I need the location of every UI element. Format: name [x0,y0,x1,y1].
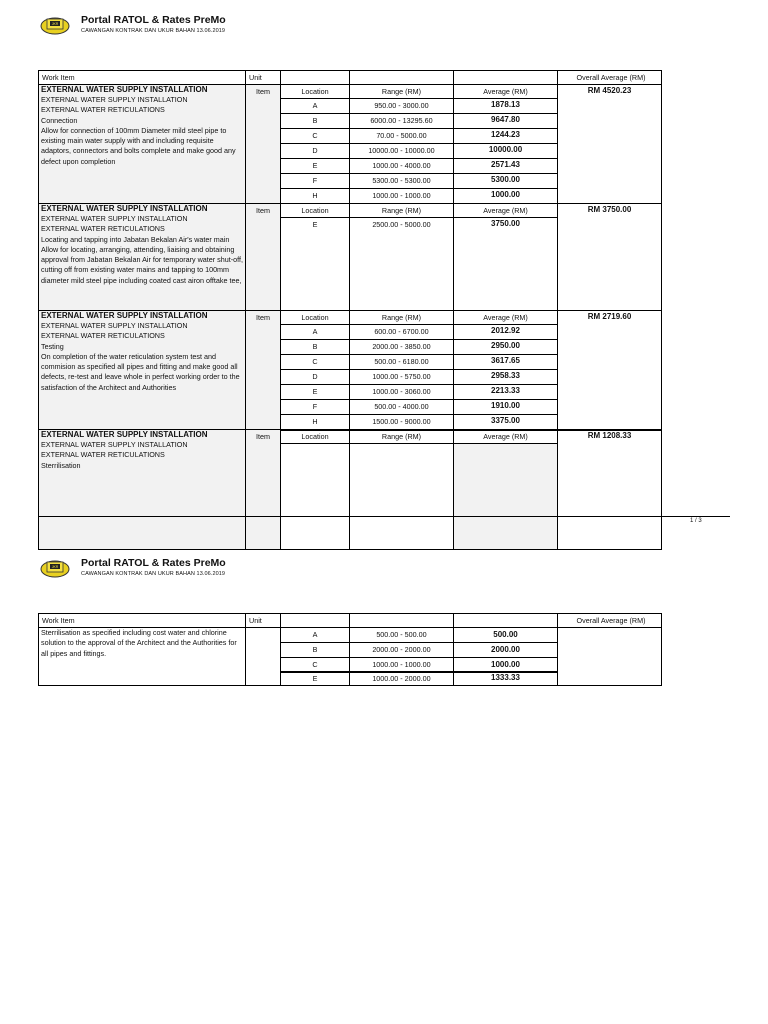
average-cell: 9647.80 [453,113,558,129]
col-header-unit: Unit [245,70,281,85]
overall-average-cell: RM 2719.60 [557,310,662,431]
average-cell: 2213.33 [453,384,558,400]
work-item-description [38,627,246,686]
work-item-heading: EXTERNAL WATER SUPPLY INSTALLATION [41,204,208,213]
work-item-line: Allow for locating, arranging, attending, liaising and obtaining approval from Jabatan Bekalan Air for temporary water shut-off, cutting off from existing water mains and tapping to 100mm diameter mild steel pipe including coated cast airon offtake tee, [41,244,244,285]
location-header: Location [280,84,350,99]
svg-text:JKR: JKR [51,565,59,569]
work-item-line: EXTERNAL WATER SUPPLY INSTALLATION [41,321,188,330]
average-cell: 1244.23 [453,128,558,144]
range-cell: 1000.00 - 1000.00 [349,188,454,204]
average-cell: 1000.00 [453,657,558,673]
average-header: Average (RM) [453,310,558,325]
work-item-description [38,203,246,311]
average-cell: 2571.43 [453,158,558,174]
col-header-work-item: Work Item [38,70,246,85]
portal-subtitle: CAWANGAN KONTRAK DAN UKUR BAHAN 13.06.2019 [81,571,226,577]
range-header: Range (RM) [349,429,454,444]
location-cell-empty [280,443,350,550]
col-header-blank [349,70,454,85]
work-item-description [38,84,246,204]
average-cell: 2950.00 [453,339,558,355]
location-cell: A [280,627,350,643]
average-cell: 3375.00 [453,414,558,431]
location-cell: E [280,671,350,686]
work-item-line: EXTERNAL WATER SUPPLY INSTALLATION [41,95,188,104]
location-cell: D [280,369,350,385]
range-cell: 70.00 - 5000.00 [349,128,454,144]
range-cell: 1000.00 - 4000.00 [349,158,454,174]
work-item-line: EXTERNAL WATER RETICULATIONS [41,331,165,341]
overall-average-cell [557,627,662,686]
range-header: Range (RM) [349,84,454,99]
overall-average-cell: RM 3750.00 [557,203,662,311]
work-item-line: EXTERNAL WATER SUPPLY INSTALLATION [41,440,188,449]
work-item-line: Sterrilisation as specified including cost water and chlorine solution to the approval of the Architect and the Authorities for all pipes and fittings. [41,628,237,658]
unit-cell: Item [245,429,281,550]
location-cell: H [280,414,350,431]
overall-average-cell: RM 1208.33 [557,429,662,550]
col-header-work-item: Work Item [38,613,246,628]
average-cell: 2958.33 [453,369,558,385]
location-cell: E [280,158,350,174]
location-cell: B [280,339,350,355]
range-cell: 1000.00 - 3060.00 [349,384,454,400]
jkr-logo-icon [40,14,70,36]
work-item-line: EXTERNAL WATER RETICULATIONS [41,450,165,460]
col-header-blank [453,70,558,85]
range-cell: 500.00 - 6180.00 [349,354,454,370]
range-cell: 6000.00 - 13295.60 [349,113,454,129]
col-header-overall-average: Overall Average (RM) [557,70,662,85]
portal-title: Portal RATOL & Rates PreMo [81,557,226,569]
location-cell: B [280,642,350,658]
average-cell: 2000.00 [453,642,558,658]
work-item-line: EXTERNAL WATER SUPPLY INSTALLATION [41,214,188,223]
average-cell: 3750.00 [453,217,558,311]
location-cell: F [280,173,350,189]
location-header: Location [280,203,350,218]
work-item-line: Sterrilisation [41,460,81,470]
average-cell: 2012.92 [453,324,558,340]
col-header-unit: Unit [245,613,281,628]
unit-cell: Item [245,310,281,431]
location-cell: E [280,217,350,311]
range-cell: 2500.00 - 5000.00 [349,217,454,311]
location-cell: A [280,98,350,114]
unit-cell: Item [245,84,281,204]
range-cell: 1000.00 - 1000.00 [349,657,454,673]
average-header: Average (RM) [453,429,558,444]
range-cell: 600.00 - 6700.00 [349,324,454,340]
range-cell: 2000.00 - 3850.00 [349,339,454,355]
range-header: Range (RM) [349,203,454,218]
range-cell: 500.00 - 500.00 [349,627,454,643]
range-header: Range (RM) [349,310,454,325]
location-cell: H [280,188,350,204]
portal-title: Portal RATOL & Rates PreMo [81,14,226,26]
jkr-logo-icon [40,557,70,579]
location-cell: D [280,143,350,159]
work-item-heading: EXTERNAL WATER SUPPLY INSTALLATION [41,85,208,94]
work-item-heading: EXTERNAL WATER SUPPLY INSTALLATION [41,430,208,439]
work-item-description [38,310,246,431]
average-cell: 1000.00 [453,188,558,204]
average-cell: 1333.33 [453,671,558,686]
location-cell: A [280,324,350,340]
average-cell: 3617.65 [453,354,558,370]
work-item-description [38,429,246,550]
col-header-blank [280,70,350,85]
svg-text:JKR: JKR [51,22,59,26]
range-cell: 1000.00 - 2000.00 [349,671,454,686]
range-cell: 950.00 - 3000.00 [349,98,454,114]
work-item-line: EXTERNAL WATER RETICULATIONS [41,224,165,234]
work-item-line: Testing [41,341,64,351]
range-cell-empty [349,443,454,550]
col-header-blank [280,613,350,628]
col-header-blank [453,613,558,628]
location-cell: B [280,113,350,129]
location-header: Location [280,429,350,444]
location-cell: C [280,128,350,144]
location-cell: C [280,354,350,370]
average-header: Average (RM) [453,84,558,99]
range-cell: 2000.00 - 2000.00 [349,642,454,658]
range-cell: 10000.00 - 10000.00 [349,143,454,159]
unit-cell [245,627,281,686]
range-cell: 5300.00 - 5300.00 [349,173,454,189]
col-header-blank [349,613,454,628]
average-cell-empty [453,443,558,550]
work-item-line: Connection [41,115,78,125]
average-cell: 5300.00 [453,173,558,189]
overall-average-cell: RM 4520.23 [557,84,662,204]
work-item-line: Allow for connection of 100mm Diameter mild steel pipe to existing main water supply with and including requisite adaptors, connectors and bolts complete and make good any defect upon completion [41,125,236,166]
average-cell: 1910.00 [453,399,558,415]
average-cell: 500.00 [453,627,558,643]
page-divider [38,516,730,517]
work-item-line: On completion of the water reticulation system test and commision as specified all pipes and fitting and make good all defects, re-test and leave whole in perfect working order to the satisfaction of the Architect and Authorities [41,351,240,392]
location-cell: E [280,384,350,400]
range-cell: 500.00 - 4000.00 [349,399,454,415]
range-cell: 1500.00 - 9000.00 [349,414,454,431]
page-indicator: 1 / 3 [690,518,702,524]
location-header: Location [280,310,350,325]
work-item-heading: EXTERNAL WATER SUPPLY INSTALLATION [41,311,208,320]
portal-subtitle: CAWANGAN KONTRAK DAN UKUR BAHAN 13.06.2019 [81,28,226,34]
range-cell: 1000.00 - 5750.00 [349,369,454,385]
work-item-line: Locating and tapping into Jabatan Bekalan Air's water main [41,234,230,244]
work-item-line: EXTERNAL WATER RETICULATIONS [41,105,165,115]
average-header: Average (RM) [453,203,558,218]
average-cell: 1878.13 [453,98,558,114]
unit-cell: Item [245,203,281,311]
location-cell: F [280,399,350,415]
col-header-overall-average: Overall Average (RM) [557,613,662,628]
average-cell: 10000.00 [453,143,558,159]
location-cell: C [280,657,350,673]
